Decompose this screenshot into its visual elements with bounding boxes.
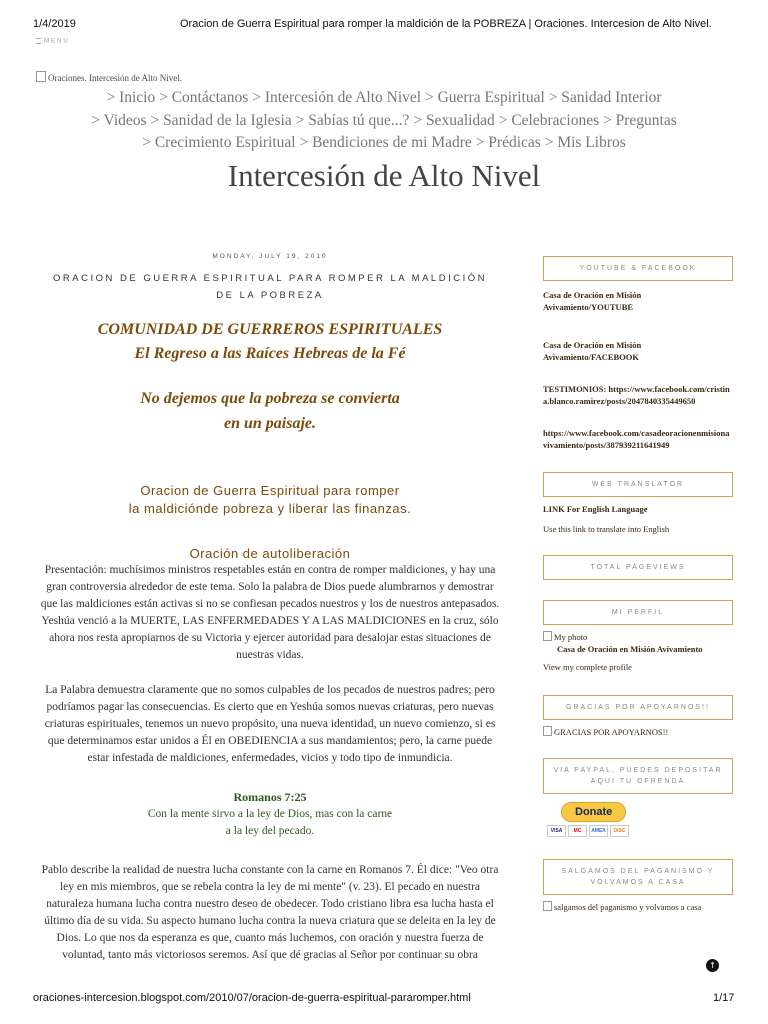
print-header [0, 10, 768, 30]
nav-contactanos[interactable]: Contáctanos [171, 89, 249, 106]
paragraph-pablo: Pablo describe la realidad de nuestra lucha constante con la carne en Romanos 7. Él dice: "Veo otra ley en mis miembros, que se rebela contra la ley de mi mente" (v. 23). El pecado en nuestra naturaleza humana lucha contra nuestro deseo de obedecer. Todo cristiano libra esa lucha hasta el último día de su vida. Su aspecto humano lucha contra la nueva criatura que se deleita en la ley de Dios. Lo que nos da esperanza es que, cuanto más luchemos, con oración y nuestra fuerza de voluntad, tanto más victoriosos seremos. Así que dé gracias al Señor por continuar su obra [41, 864, 499, 961]
menu-label: MENU [44, 38, 70, 45]
broken-image-icon [543, 631, 552, 641]
nav-videos[interactable]: Videos [103, 111, 147, 129]
widget-title-pageviews: TOTAL PAGEVIEWS [543, 555, 733, 580]
nav-predicas[interactable]: Prédicas [488, 134, 541, 151]
verse-line-1: Con la mente sirvo a la ley de Dios, mas con la carne [147, 808, 393, 820]
hamburger-icon [36, 38, 41, 44]
discover-card-icon: DISC [610, 825, 629, 837]
nav-sexualidad[interactable]: Sexualidad [425, 111, 495, 129]
donate-button[interactable]: Donate [561, 802, 626, 822]
print-doc-title: Oracion de Guerra Espiritual para romper la maldición de la POBREZA | Oraciones. Intercesion de Alto Nivel. [180, 18, 712, 30]
widget-title-youtube: YOUTUBE & FACEBOOK [543, 256, 733, 281]
nav-preguntas[interactable]: Preguntas [615, 111, 677, 129]
profile-photo-alt: My photo [554, 632, 588, 642]
blog-logo[interactable] [36, 71, 182, 83]
facebook-link[interactable]: Casa de Oración en Misión Avivamiento/FACEBOOK [543, 340, 642, 362]
post-body [38, 318, 502, 964]
english-link[interactable]: LINK For English Language [543, 504, 648, 514]
tagline-line-2: en un paisaje. [223, 415, 316, 432]
broken-image-icon [543, 726, 552, 736]
broken-image-icon [36, 71, 46, 82]
prayer-heading [38, 482, 502, 518]
nav-celebraciones[interactable]: Celebraciones [511, 111, 600, 129]
community-heading: COMUNIDAD DE GUERREROS ESPIRITUALES [97, 321, 443, 338]
tagline-line-1: No dejemos que la pobreza se convierta [140, 390, 400, 407]
widget-title-translator: WEB TRANSLATOR [543, 472, 733, 497]
paragraph-presentacion: Presentación: muchísimos ministros respetables están en contra de romper maldiciones, y hay una gran controversia alrededor de este tema. Solo la palabra de Dios puede alumbrarnos y demostrar que las maldiciones están activas si no se confiesan pecados nuestros y los de nuestros antepasados. Yeshúa venció a la MUERTE, LAS ENFERMEDADES Y A LAS MALDICIONES en la cruz, sólo ahora nos resta apropiarnos de su Victoria y ejercer autoridad para desalojar estas situaciones de nuestras vidas. [40, 564, 500, 661]
broken-image-icon [543, 901, 552, 911]
widget-title-gracias: GRACIAS POR APOYARNOS!! [543, 695, 733, 720]
paypal-widget [543, 802, 733, 837]
print-page-number: 1/17 [713, 992, 735, 1004]
nav-bendiciones-madre[interactable]: Bendiciones de mi Madre [312, 134, 472, 151]
tagline [38, 386, 502, 436]
logo-alt-text: Oraciones. Intercesión de Alto Nivel. [48, 73, 182, 83]
nav-sanidad-interior[interactable]: Sanidad Interior [561, 89, 662, 106]
site-title[interactable]: Intercesión de Alto Nivel [227, 158, 541, 193]
gracias-image-alt: GRACIAS POR APOYARNOS!! [554, 727, 669, 737]
translator-note: Use this link to translate into English [543, 524, 670, 534]
nav-inicio[interactable]: Inicio [119, 89, 156, 106]
nav-sabias-tu-que[interactable]: Sabías tú que...? [308, 111, 410, 129]
nav-crecimiento-espiritual[interactable]: Crecimiento Espiritual [154, 134, 296, 151]
salgamos-image[interactable] [543, 901, 703, 913]
verse-reference: Romanos 7:25 [233, 790, 307, 804]
main-navigation: > Inicio > Contáctanos > Intercesión de Alto Nivel > Guerra Espiritual > Sanidad Interior > Videos > Sanidad de la Iglesia > Sabías tú que...? > Sexualidad > Celebraciones > Preguntas > Crecimiento Espiritual > Bendiciones de mi Madre > Prédicas > Mis Libros [91, 89, 677, 151]
widget-title-paypal: VIA PAYPAL, PUEDES DEPOSITAR AQUI TU OFRENDA [543, 758, 733, 794]
profile-photo[interactable] [543, 631, 733, 643]
testimonios-link[interactable]: TESTIMONIOS: https://www.facebook.com/cristina.blanco.ramirez/posts/2047840335449650 [543, 384, 730, 406]
prayer-heading-line-2: la maldiciónde pobreza y liberar las finanzas. [128, 501, 412, 516]
facebook-post-link[interactable]: https://www.facebook.com/casadeoracionenmisionavivamiento/posts/387939211641949 [543, 428, 730, 450]
community-subheading: El Regreso a las Raíces Hebreas de la Fé [134, 345, 406, 362]
autoliberacion-heading: Oración de autoliberación [189, 546, 351, 561]
widget-title-salgamos: SALGAMOS DEL PAGANISMO Y VOLVAMOS A CASA [543, 859, 733, 895]
nav-mis-libros[interactable]: Mis Libros [557, 134, 626, 151]
youtube-link[interactable]: Casa de Oración en Misión Avivamiento/YOUTUBE [543, 290, 642, 312]
menu-button[interactable] [36, 38, 70, 45]
visa-card-icon: VISA [547, 825, 566, 837]
nav-guerra-espiritual[interactable]: Guerra Espiritual [437, 89, 545, 106]
print-url: oraciones-intercesion.blogspot.com/2010/07/oracion-de-guerra-espiritual-pararomper.html [33, 992, 471, 1004]
post-title[interactable]: ORACION DE GUERRA ESPIRITUAL PARA ROMPER LA MALDICIÓN DE LA POBREZA [53, 273, 487, 301]
scroll-to-top-icon[interactable]: ↑ [706, 959, 719, 972]
salgamos-image-alt: salgamos del paganismo y volvamos a casa [554, 902, 702, 912]
sidebar [543, 256, 733, 913]
verse-text [38, 806, 502, 840]
verse-line-2: a la ley del pecado. [225, 825, 315, 837]
print-date: 1/4/2019 [33, 18, 76, 30]
widget-title-perfil: MI PERFIL [543, 600, 733, 625]
mastercard-icon: MC [568, 825, 587, 837]
nav-intercesion[interactable]: Intercesión de Alto Nivel [264, 89, 422, 106]
card-logos [547, 825, 733, 837]
prayer-heading-line-1: Oracion de Guerra Espiritual para romper [140, 483, 400, 498]
nav-sanidad-iglesia[interactable]: Sanidad de la Iglesia [163, 111, 292, 129]
profile-name[interactable]: Casa de Oración en Misión Avivamiento [557, 644, 703, 654]
post-date: MONDAY, JULY 19, 2010 [212, 253, 328, 260]
paragraph-palabra: La Palabra demuestra claramente que no somos culpables de los pecados de nuestros padres; pero podríamos pagar las consecuencias. Es cierto que en Yeshúa somos nuevas criaturas, pero nuevas criaturas espirituales, tenemos un nuevo propósito, una nueva identidad, un nuevo comienzo, si es que determinamos estar unidos a Él en OBEDIENCIA a sus mandamientos; pero, la carne puede estar infestada de maldiciones, enfermedades, vicios y todo tipo de inmundicia. [44, 684, 496, 764]
amex-card-icon: AMEX [589, 825, 608, 837]
gracias-image [543, 726, 733, 738]
view-profile-link[interactable]: View my complete profile [543, 662, 632, 672]
